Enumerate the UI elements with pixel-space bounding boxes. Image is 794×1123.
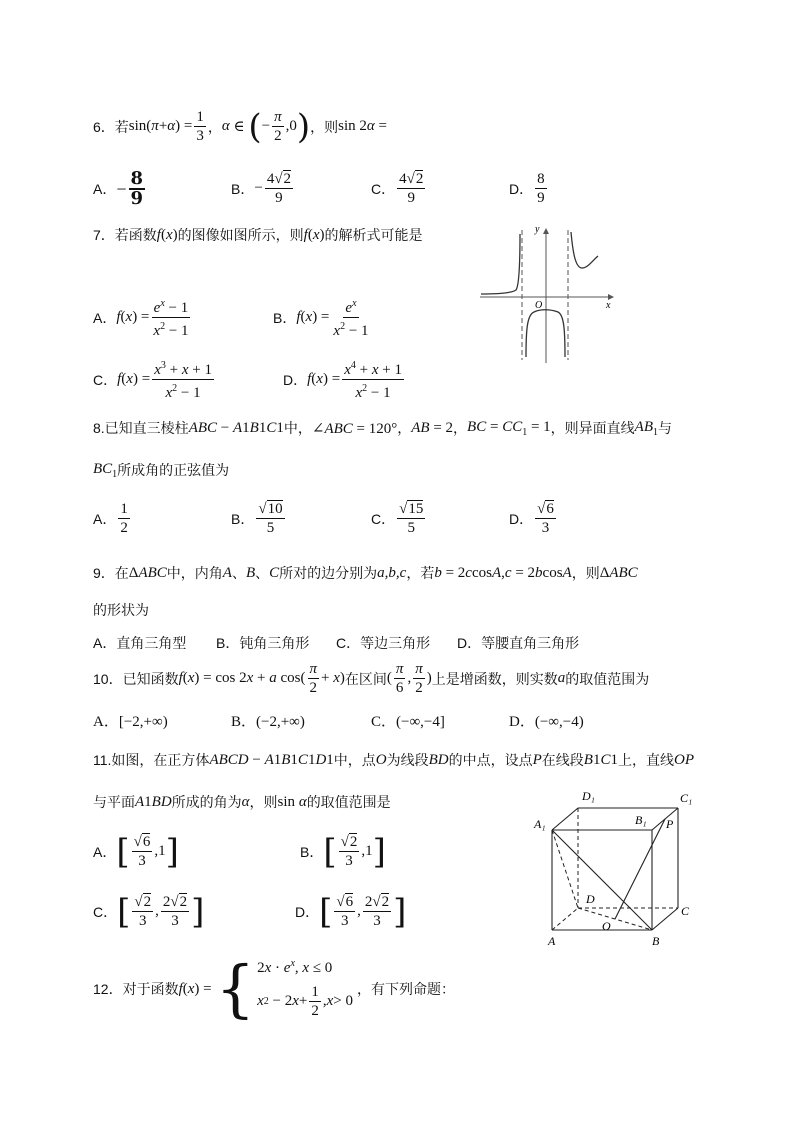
q11-option-a[interactable]: A． [ $\frac{√6}{3}$ ,1 ] [93,831,179,872]
label-c: C [681,904,690,918]
label-d: D [586,892,595,906]
q6-option-d[interactable]: D． $\frac{8}{9}$ [509,171,545,206]
q7-function-graph [478,220,618,365]
curve-left-branch [481,234,520,294]
question-8-stem-line2: $BC_1$ 所成角的正弦值为 [93,460,230,480]
q11-option-b[interactable]: B． [ $\frac{√2}{3}$ ,1 ] [300,831,386,872]
q6-option-a[interactable]: A． − $\frac{8}{9}$ [93,168,144,209]
curve-right-branch [571,232,598,268]
label-p: P [666,817,674,831]
label-b: B [652,934,660,948]
q11-option-c[interactable]: C． [ $\frac{√2}{3}$ , $\frac{2√2}{3}$ ] [93,891,205,932]
y-axis-label: y [535,224,540,235]
q6-option-c[interactable]: C． $\frac{4√2}{9}$ [371,171,424,206]
label-o: O [602,919,611,933]
q9-option-d[interactable]: D．等腰直角三角形 [457,635,580,651]
label-c1: C₁ [680,791,693,805]
label-a: A [548,934,556,948]
q9-option-b[interactable]: B．钝角三角形 [216,635,310,651]
question-11-stem-line2: 与平面 A 1 BD 所成的角为 α ，则 sin α 的取值范围是 [93,793,391,810]
label-a1: A₁ [534,817,546,831]
q11-cube-figure [530,782,705,950]
q6-prefix: 6．若 [93,118,129,135]
q10-option-d[interactable]: D．(−∞,−4) [509,714,584,730]
q8-option-b[interactable]: B． $\frac{√10}{5}$ [231,501,283,536]
question-12-stem: 12．对于函数 f(x) = { $2x \cdot e^x$, x ≤ 0 x 2 − 2 x + $\frac{1}{2}$ , x > 0 ，有下列命题： [93,952,456,1025]
q7-option-d[interactable]: D． f(x) = $\frac{x^4 + x + 1}{x^2 - 1}$ [283,357,406,402]
q6-equation: sin(π+α) = [128,118,193,134]
q7-option-b[interactable]: B． f(x) = $\frac{e^x}{x^2 - 1}$ [273,295,373,340]
q6-fraction: $\frac{1}{3}$ [196,109,204,144]
q6-option-b[interactable]: B． − $\frac{4√2}{9}$ [231,171,292,206]
q8-option-c[interactable]: C． $\frac{√15}{5}$ [371,501,424,536]
q8-option-d[interactable]: D． $\frac{√6}{3}$ [509,501,554,536]
label-b1: B₁ [635,813,647,827]
origin-label: O [535,300,543,311]
q10-option-b[interactable]: B．(−2,+∞) [231,714,305,730]
question-9-stem-line2: 的形状为 [93,602,149,618]
q9-option-a[interactable]: A．直角三角型 [93,635,187,651]
label-d1: D₁ [582,789,595,803]
question-11-stem: 11.如图，在正方体 ABCD − A 1 B 1 C 1 D 1 中，点 O 为线段 BD 的中点，设点 P 在线段 B 1 C 1 上，直线 OP [93,751,694,768]
q8-option-a[interactable]: A． $\frac{1}{2}$ [93,501,128,536]
y-axis-arrow-icon [543,228,549,234]
q11-option-d[interactable]: D． [ $\frac{√6}{3}$ , $\frac{2√2}{3}$ ] [295,891,407,932]
q10-option-a[interactable]: A．[−2,+∞) [93,714,168,730]
q9-option-c[interactable]: C．等边三角形 [336,635,431,651]
q10-option-c[interactable]: C．(−∞,−4] [371,714,445,730]
question-6-stem: 6．若 sin(π+α) = $\frac{1}{3}$ ， α ∈ ( − $\frac{\pi}{2}$ ,0 ) ，则 sin 2α = [93,106,387,147]
question-10-stem: 10．已知函数 f(x) = cos 2x + a cos( $\frac{\pi}{2}$ + x) 在区间 ( $\frac{\pi}{6}$ , $\frac{\pi}{2}$ ) 上是增函数，则实数 a 的取值范围为 [93,661,650,696]
question-7-stem: 7．若函数 f (x) 的图像如图所示，则 f (x) 的解析式可能是 [93,226,423,243]
x-axis-label: x [606,300,611,311]
question-9-stem: 9．在 ΔABC 中，内角 A 、 B 、 C 所对的边分别为 a,b,c ，若 b = 2ccosA,c = 2bcosA ，则 ΔABC [93,564,638,581]
question-8-stem: 8.已知直三棱柱 ABC − A 1 B 1 C 1 中， ∠ABC = 120° ， AB = 2 ， BC = $CC_1 = 1$ ，则异面直线 $AB_1$ 与 [93,418,672,438]
q7-option-c[interactable]: C． f(x) = $\frac{x^3 + x + 1}{x^2 - 1}$ [93,357,216,402]
q7-option-a[interactable]: A． f(x) = $\frac{e^x - 1}{x^2 - 1}$ [93,295,193,340]
